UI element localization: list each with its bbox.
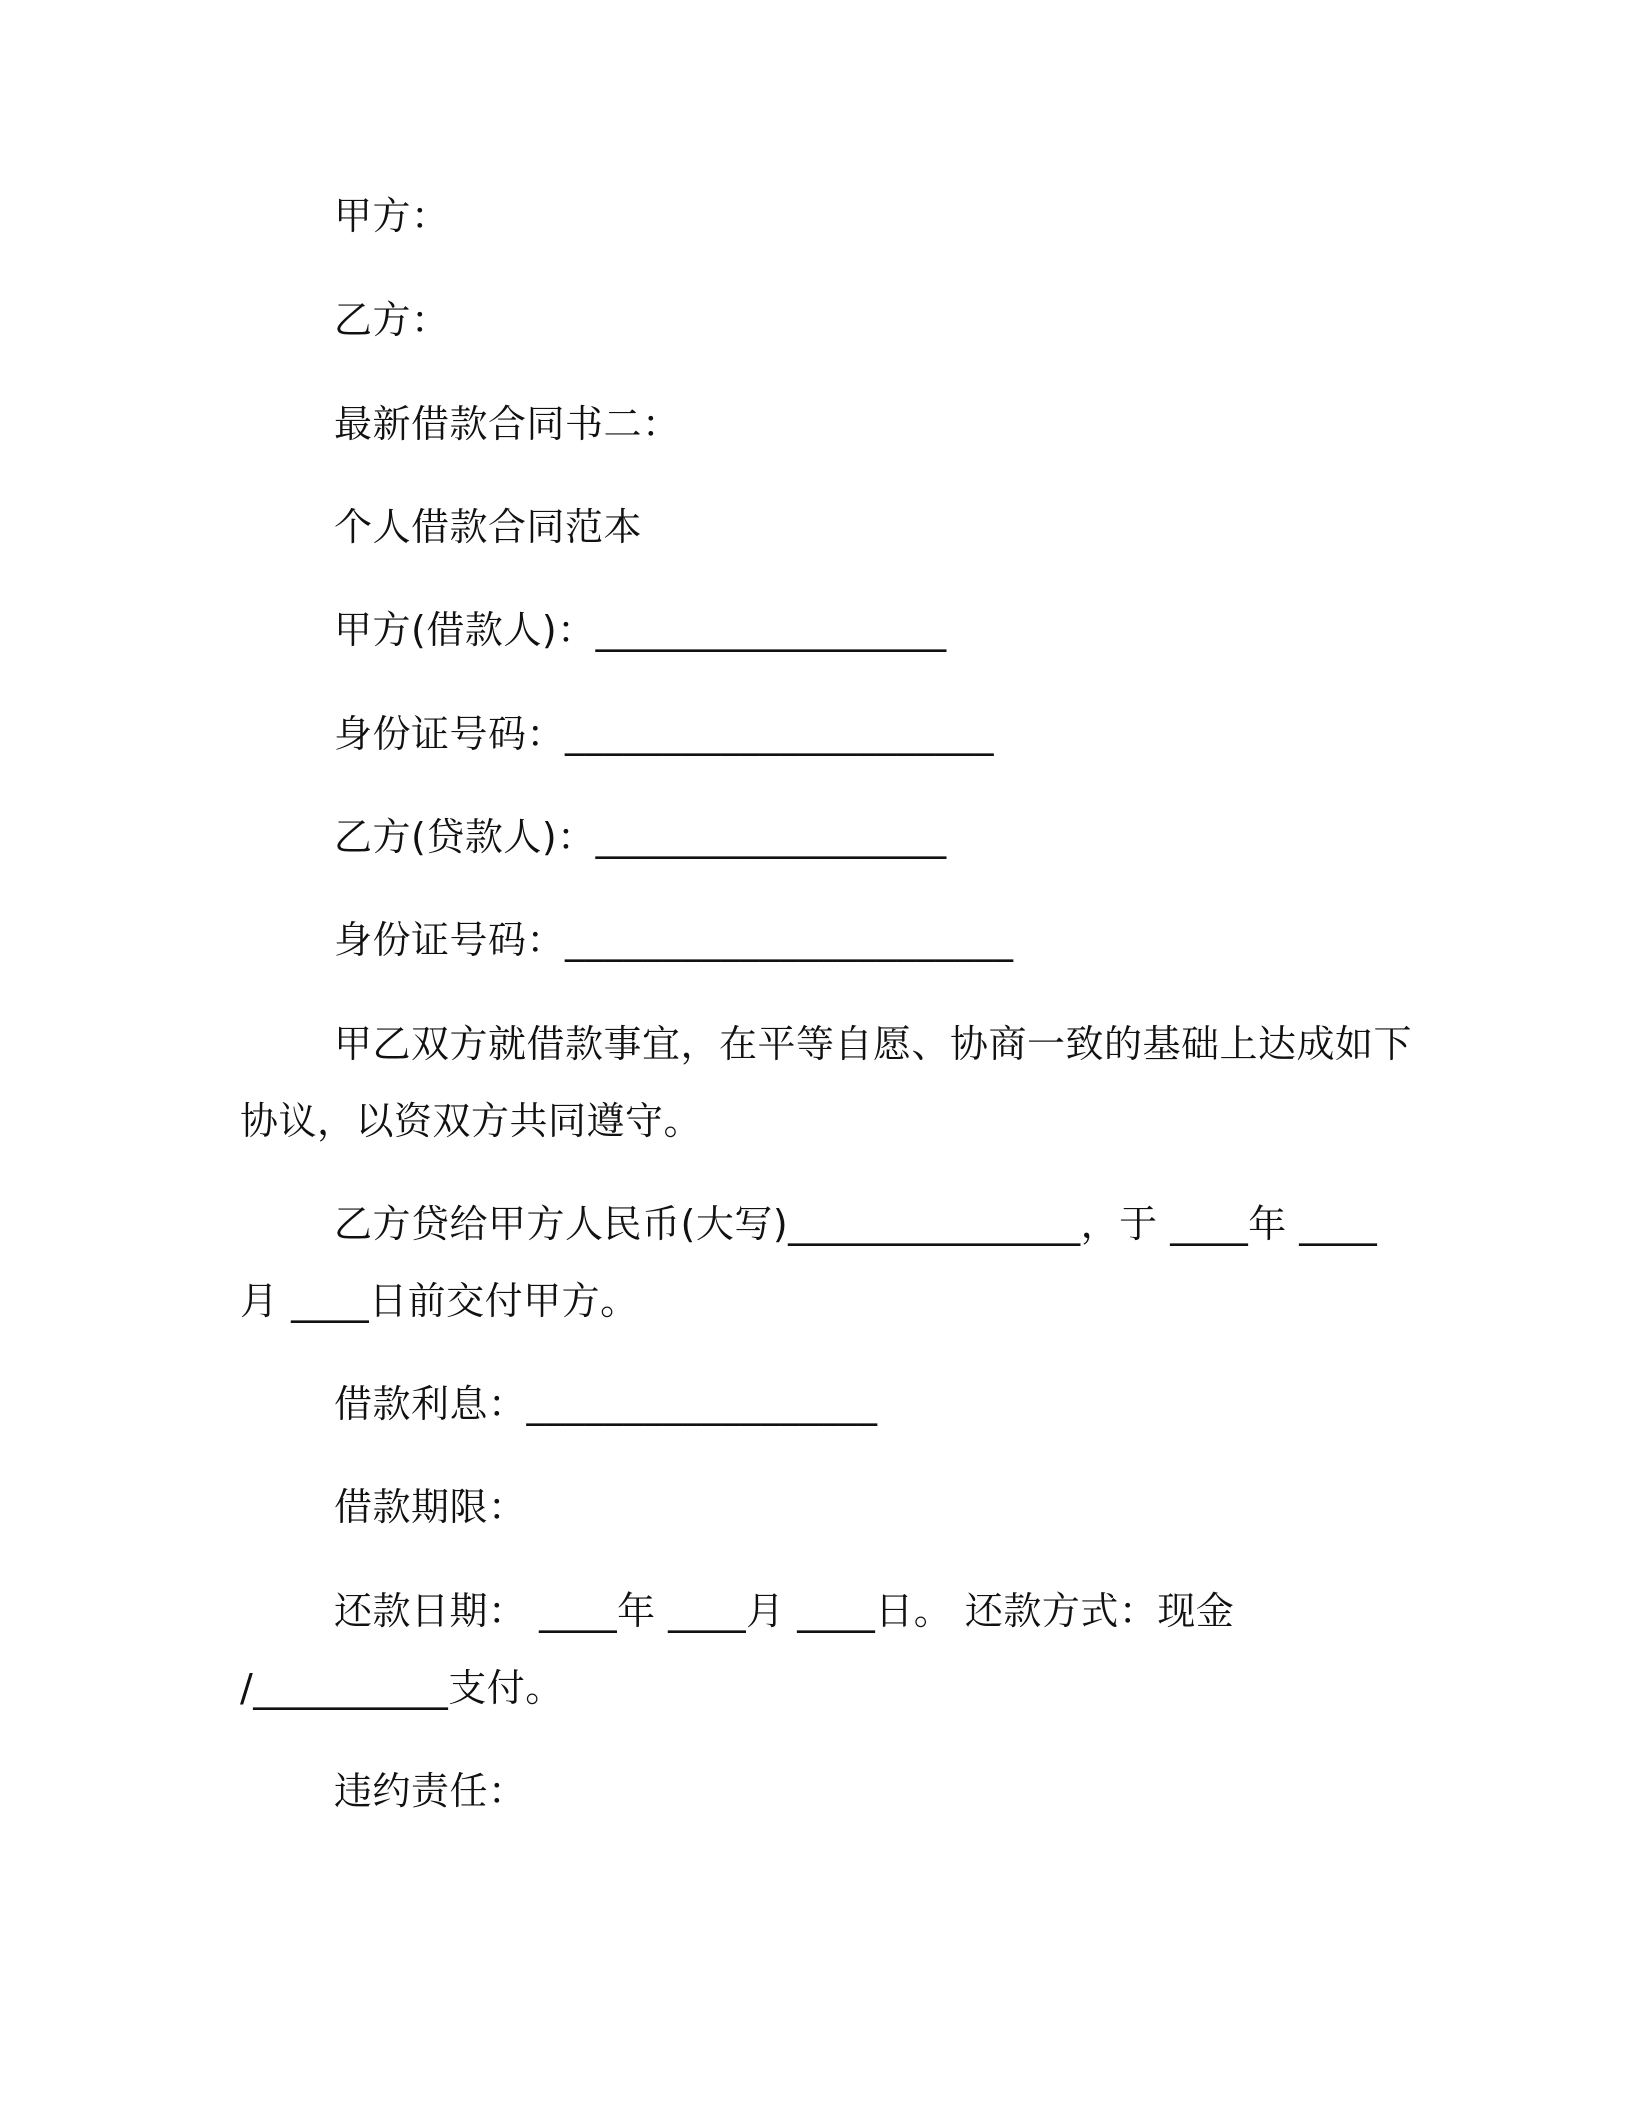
- borrower-field: 甲方(借款人)：__________________: [334, 608, 947, 652]
- agreement-paragraph-line-2: 协议，以资双方共同遵守。: [240, 1099, 703, 1143]
- contract-title: 个人借款合同范本: [334, 505, 643, 549]
- lender-id-field: 身份证号码：_______________________: [334, 918, 1014, 962]
- party-b-label: 乙方：: [334, 298, 450, 342]
- repayment-line-2: /__________支付。: [240, 1666, 564, 1710]
- interest-field: 借款利息：__________________: [334, 1382, 878, 1426]
- loan-amount-line-1: 乙方贷给甲方人民币(大写)_______________，于 ____年 ____: [334, 1202, 1378, 1246]
- agreement-paragraph-line-1: 甲乙双方就借款事宜，在平等自愿、协商一致的基础上达成如下: [334, 1022, 1413, 1066]
- party-a-label: 甲方：: [334, 194, 450, 238]
- borrower-id-field: 身份证号码：______________________: [334, 712, 995, 756]
- liability-label: 违约责任：: [334, 1769, 527, 1813]
- loan-term-label: 借款期限：: [334, 1485, 527, 1529]
- repayment-line-1: 还款日期： ____年 ____月 ____日。 还款方式：现金: [334, 1589, 1235, 1633]
- section-heading: 最新借款合同书二：: [334, 402, 681, 446]
- loan-amount-line-2: 月 ____日前交付甲方。: [240, 1279, 639, 1323]
- lender-field: 乙方(贷款人)：__________________: [334, 815, 947, 859]
